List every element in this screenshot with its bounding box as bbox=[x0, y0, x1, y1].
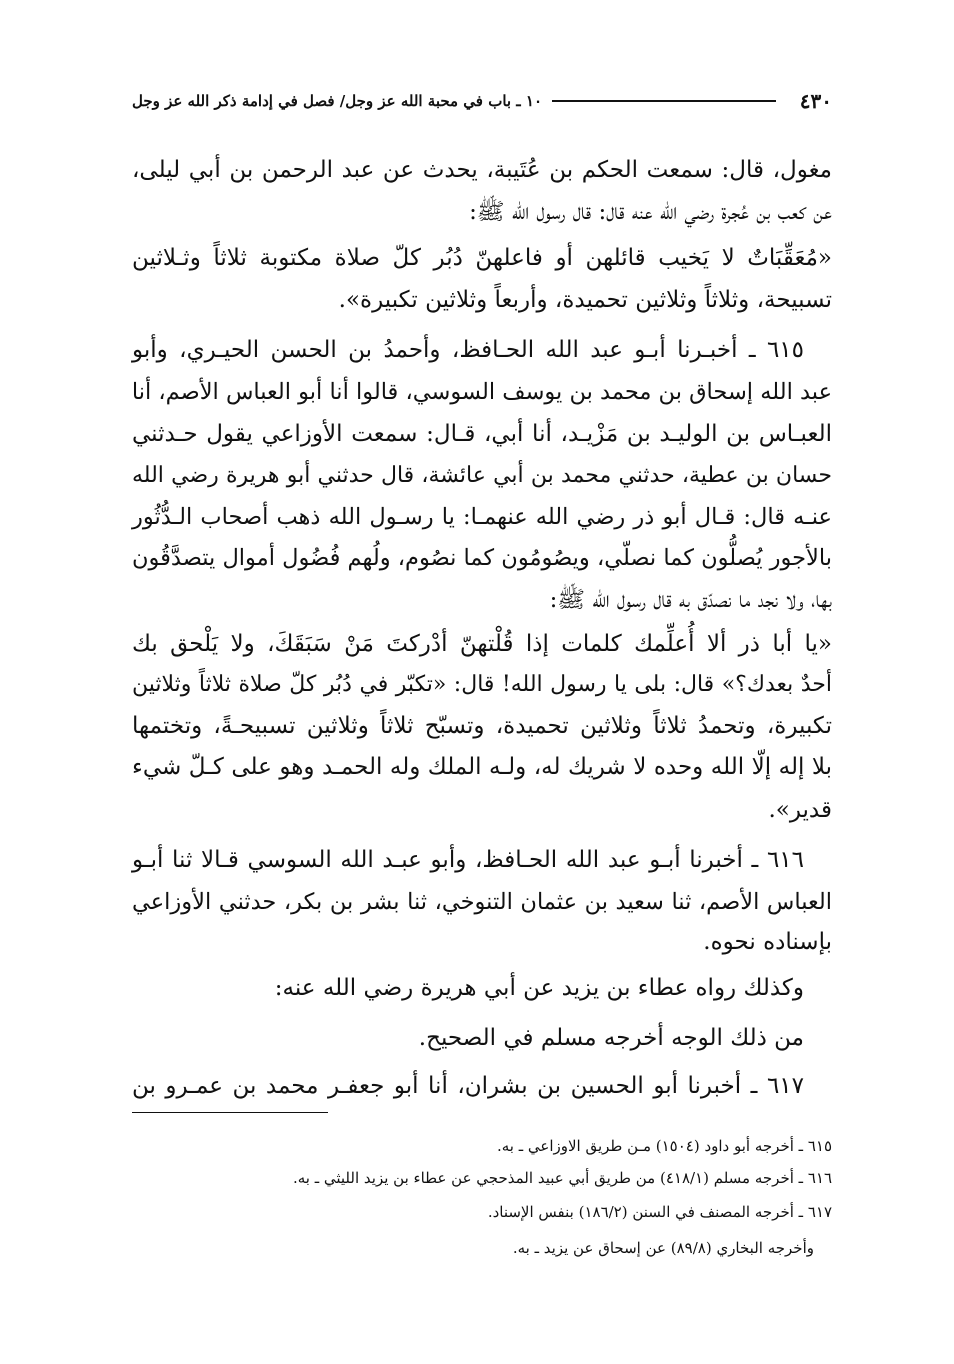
text-line: عنـه قال: قـال أبو ذر رضي الله عنهمـا: يا رسـول الله ذهب أصحاب الـدُّثُور bbox=[132, 504, 832, 530]
text-line: ٦١٥ ـ أخبـرنا أبـو عبد الله الحـافظ، وأحمدُ بن الحسن الحيـري، وأبو bbox=[132, 337, 804, 363]
running-header bbox=[132, 86, 832, 116]
page-number: ٤٣٠ bbox=[799, 89, 832, 113]
text-line: مغول، قال: سمعت الحكم بن عُتَيبة، يحدث عن عبد الرحمن بن أبي ليلى، bbox=[132, 157, 832, 183]
footnote: ٦١٧ ـ أخرجه المصنف في السنن (١٨٦/٢) بنفس الإسناد. bbox=[487, 1203, 832, 1221]
text-line: بالأجور يُصلُّون كما نصلّي، ويصُومُون كما نصُوم، ولُهم فُضُول أموال يتصدَّقُون bbox=[132, 545, 832, 571]
text-line: ٦١٦ ـ أخبرنا أبـو عبد الله الحـافظ، وأبو عبـد الله السوسي قـالا ثنا أبـو bbox=[132, 847, 804, 873]
text-line: وكذلك رواه عطاء بن يزيد عن أبي هريرة رضي الله عنه: bbox=[274, 975, 804, 1001]
footnote-rule bbox=[132, 1112, 328, 1113]
header-rule bbox=[552, 100, 776, 102]
text-line: عبد الله إسحاق بن محمد بن يوسف السوسي، قالوا أنا أبو العباس الأصم، أنا bbox=[131, 379, 832, 405]
text-line: بإسناده نحوه. bbox=[703, 929, 832, 955]
text-line: «مُعَقِّبَاتٌ لا يَخيب قائلهن أو فاعلهنّ دُبُر كلّ صلاة مكتوبة ثلاثاً وثـلاثين bbox=[132, 245, 832, 271]
text-line: أحدٌ بعدك؟» قال: بلى يا رسول الله! قال: «تكبّر في دُبُر كلّ صلاة ثلاثاً وثلاثين bbox=[132, 672, 832, 697]
text-line: بلا إله إلّا الله وحده لا شريك له، ولـه الملك وله الحمـد وهو على كـلّ شيء bbox=[132, 754, 832, 780]
text-line: عن كعب بن عُجرة رضي الله عنه قال: قال رسول الله ﷺ: bbox=[469, 199, 832, 225]
text-line: قدير». bbox=[768, 797, 832, 823]
text-line: بها، ولا نجد ما نصدّق به قال رسول الله ﷺ: bbox=[549, 587, 832, 613]
text-line: ٦١٧ ـ أخبرنا أبو الحسين بن بشران، أنا أبو جعفـر محمد بن عمـرو بن bbox=[132, 1073, 804, 1099]
footnote: ٦١٦ ـ أخرجه مسلم (٤١٨/١) من طريق أبي عبيد المذحجي عن عطاء بن يزيد الليثي ـ به. bbox=[292, 1169, 832, 1187]
text-line: «يا أبا ذر ألا أُعلِّمك كلمات إذا قُلْتهنّ أدْركتَ مَنْ سَبَقَكَ، ولا يَلْحق بك bbox=[132, 631, 832, 657]
footnote: وأخرجه البخاري (٨٩/٨) عن إسحاق عن يزيد ـ به. bbox=[512, 1239, 814, 1257]
header-title: ١٠ ـ باب في محبة الله عز وجل/ فصل في إدامة ذكر الله عز وجل bbox=[132, 92, 543, 110]
footnote: ٦١٥ ـ أخرجه أبو داود (١٥٠٤) مـن طريق الاوزاعي ـ به. bbox=[496, 1137, 832, 1155]
text-line: تسبيحة، وثلاثاً وثلاثين تحميدة، وأربعاً وثلاثين تكبيرة». bbox=[338, 287, 832, 313]
text-line: العباس الأصم، ثنا سعيد بن عثمان التنوخي، ثنا بشر بن بكر، حدثني الأوزاعي bbox=[132, 889, 832, 915]
text-line: تكبيرة، وتحمدُ ثلاثاً وثلاثين تحميدة، وتسبّح ثلاثاً وثلاثين تسبيحـةً، وتختمها bbox=[132, 713, 832, 739]
text-line: من ذلك الوجه أخرجه مسلم في الصحيح. bbox=[418, 1025, 804, 1051]
text-line: حسان بن عطية، حدثني محمد بن أبي عائشة، قال حدثني أبو هريرة رضي الله bbox=[132, 463, 832, 488]
text-line: العبـاس بن الوليـد بن مَزْيـد، أنا أبي، قـال: سمعت الأوزاعي يقول حـدثني bbox=[132, 421, 832, 447]
